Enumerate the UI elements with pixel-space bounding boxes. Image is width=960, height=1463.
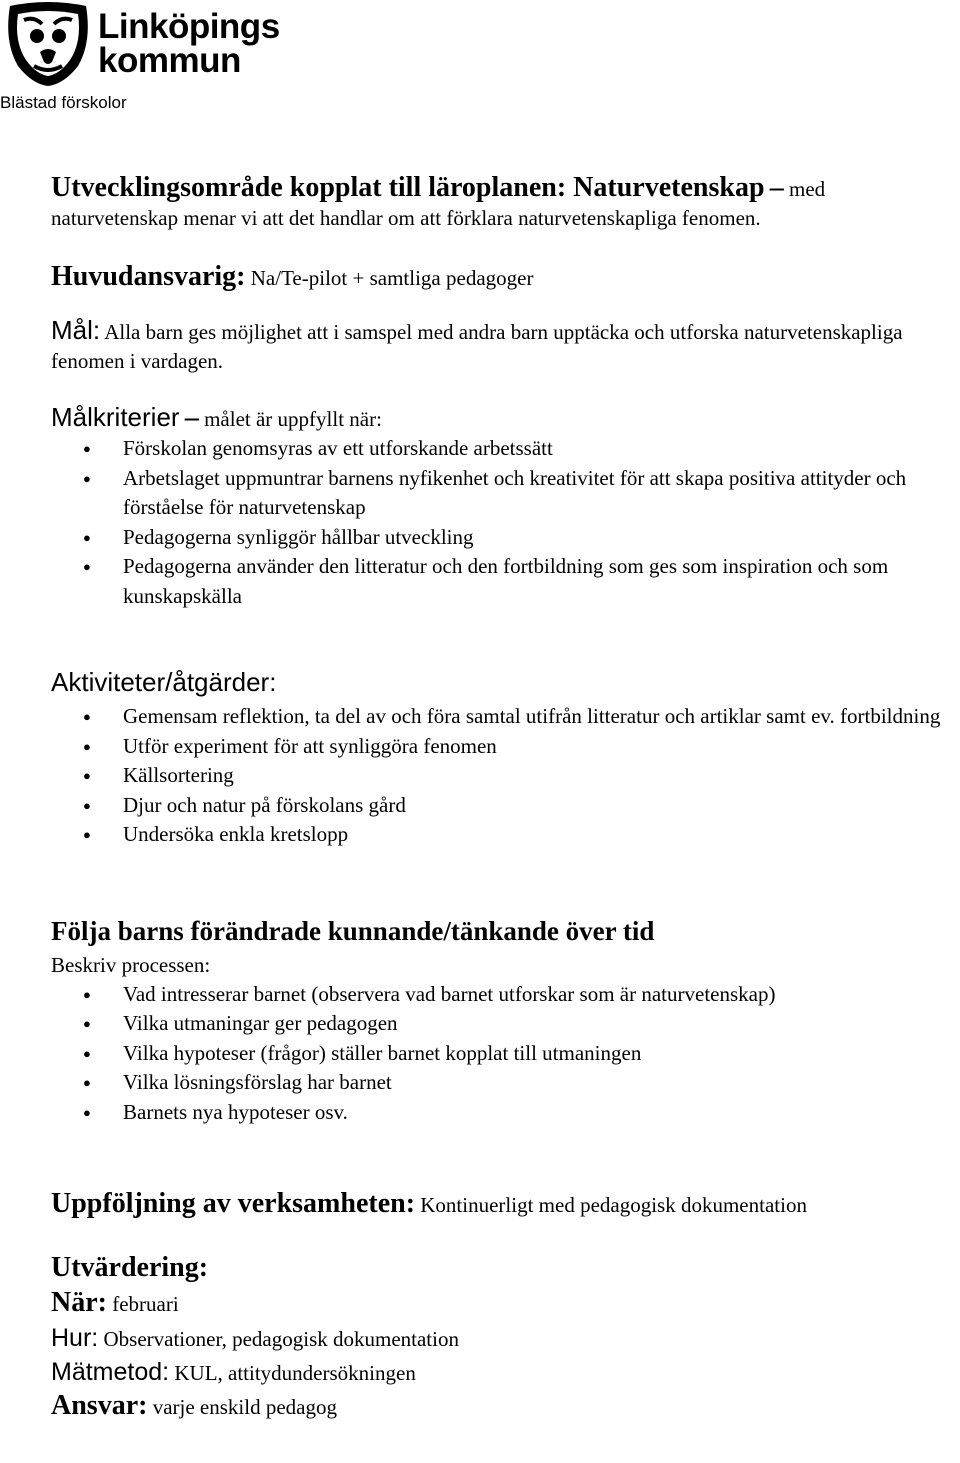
list-item: ● Pedagogerna synliggör hållbar utveckling <box>51 523 956 553</box>
logo-wordmark: Linköpings kommun <box>98 7 280 80</box>
goal <box>51 316 956 376</box>
followup-text: Kontinuerligt med pedagogisk dokumentation <box>420 1193 807 1217</box>
evaluation-how: Hur: Observationer, pedagogisk dokumentation <box>51 1324 459 1352</box>
activities-list <box>51 702 956 850</box>
development-area: Utvecklingsområde kopplat till läroplanen: Naturvetenskap – med naturvetenskap menar vi att det handlar om att förklara naturvetenskapliga fenomen. <box>51 172 826 230</box>
activities-heading <box>51 667 956 702</box>
development-area-label: Utvecklingsområde kopplat till läroplanen: Naturvetenskap <box>51 172 765 203</box>
goal-text: Alla barn ges möjlighet att i samspel med andra barn upptäcka och utforska naturvetenskapliga fenomen i vardagen. <box>51 320 903 373</box>
evaluation-when: När: februari <box>51 1287 179 1318</box>
evaluation-responsible: Ansvar: varje enskild pedagog <box>51 1390 337 1421</box>
list-item: ● Pedagogerna använder den litteratur och den fortbildning som ges som inspiration och som kunskapskälla <box>51 552 956 611</box>
list-item: ● Vilka utmaningar ger pedagogen <box>51 1009 956 1039</box>
evaluation <box>51 1253 956 1422</box>
evaluation-label: Utvärdering: <box>51 1252 209 1283</box>
followup <box>51 1189 956 1220</box>
follow-list <box>51 980 956 1128</box>
list-item: ● Gemensam reflektion, ta del av och föra samtal utifrån litteratur och artiklar samt ev. fortbildning <box>51 702 956 732</box>
list-item: ● Undersöka enkla kretslopp <box>51 820 956 850</box>
list-item: ● Vad intresserar barnet (observera vad barnet utforskar som är naturvetenskap) <box>51 980 956 1010</box>
criteria-intro: målet är uppfyllt när: <box>204 407 382 431</box>
criteria-list <box>51 434 956 611</box>
responsible-label: Huvudansvarig: <box>51 261 246 292</box>
activities-label: Aktiviteter/åtgärder: <box>51 667 277 697</box>
follow-intro: Beskriv processen: <box>51 952 211 977</box>
list-item: ● Utför experiment för att synliggöra fenomen <box>51 732 956 762</box>
document-body <box>51 173 956 1422</box>
evaluation-method: Mätmetod: KUL, attitydundersökningen <box>51 1358 416 1386</box>
list-item: ● Vilka lösningsförslag har barnet <box>51 1068 956 1098</box>
header <box>0 0 320 120</box>
criteria-heading: Målkriterier – målet är uppfyllt när: <box>51 402 382 433</box>
follow-heading <box>51 916 956 951</box>
development-area-text: med naturvetenskap menar vi att det handlar om att förklara naturvetenskapliga fenomen. <box>51 177 826 230</box>
unit-name: Blästad förskolor <box>0 93 127 112</box>
responsible <box>51 262 956 293</box>
list-item: ● Djur och natur på förskolans gård <box>51 791 956 821</box>
responsible-text: Na/Te-pilot + samtliga pedagoger <box>250 266 534 290</box>
criteria-label: Målkriterier <box>51 402 180 432</box>
list-item: ● Förskolan genomsyras av ett utforskande arbetssätt <box>51 434 956 464</box>
list-item: ● Barnets nya hypoteser osv. <box>51 1098 956 1128</box>
follow-label: Följa barns förändrade kunnande/tänkande över tid <box>51 915 655 946</box>
goal-label: Mål: <box>51 315 101 345</box>
list-item: ● Vilka hypoteser (frågor) ställer barnet kopplat till utmaningen <box>51 1039 956 1069</box>
list-item: ● Arbetslaget uppmuntrar barnens nyfikenhet och kreativitet för att skapa positiva attityder och förståelse för naturvetenskap <box>51 464 956 523</box>
followup-label: Uppföljning av verksamheten: <box>51 1188 416 1219</box>
lion-crest-logo <box>4 2 92 86</box>
list-item: ● Källsortering <box>51 761 956 791</box>
